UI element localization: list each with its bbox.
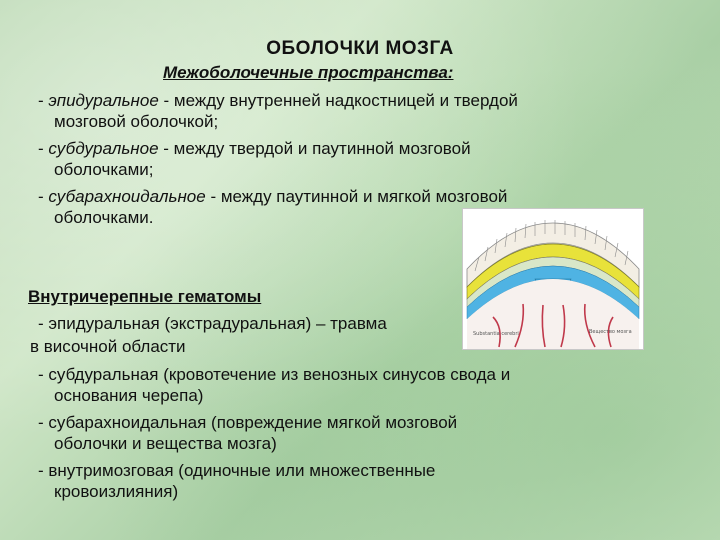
hematoma-line: в височной области xyxy=(30,337,186,356)
meninges-illustration xyxy=(462,208,644,350)
space-item-subarachnoid-cont: оболочками. xyxy=(54,208,154,227)
hematoma-line: - эпидуральная (экстрадуральная) – травма xyxy=(38,314,387,333)
hematoma-line: оболочки и вещества мозга) xyxy=(54,434,277,453)
subtitle: Межоболочечные пространства: xyxy=(163,63,454,82)
slide-title: ОБОЛОЧКИ МОЗГА xyxy=(266,38,454,59)
hematoma-line: кровоизлияния) xyxy=(54,482,179,501)
figure-label-left: Substantia cerebri xyxy=(473,331,519,337)
term-epidural: эпидуральное xyxy=(48,91,159,110)
term-subdural: субдуральное xyxy=(48,139,159,158)
space-item-subdural xyxy=(38,138,638,159)
dash: - xyxy=(38,139,49,158)
space-description: - между твердой и паутинной мозговой xyxy=(158,139,471,158)
hematomas-heading: Внутричерепные гематомы xyxy=(28,287,262,306)
dash: - xyxy=(38,187,49,206)
space-item-subarachnoid xyxy=(38,186,638,207)
hematoma-line: - субдуральная (кровотечение из венозных синусов свода и xyxy=(38,365,511,384)
space-description: - между паутинной и мягкой мозговой xyxy=(205,187,508,206)
dash: - xyxy=(38,91,49,110)
meninges-diagram xyxy=(463,209,643,349)
space-description: - между внутренней надкостницей и твердой xyxy=(158,91,518,110)
figure-label-right: Вещество мозга xyxy=(589,329,632,335)
space-item-epidural-cont: мозговой оболочкой; xyxy=(54,112,219,131)
space-item-epidural xyxy=(38,90,638,111)
hematoma-line: - внутримозговая (одиночные или множественные xyxy=(38,461,436,480)
hematoma-line: основания черепа) xyxy=(54,386,204,405)
space-item-subdural-cont: оболочками; xyxy=(54,160,154,179)
term-subarachnoid: субарахноидальное xyxy=(48,187,206,206)
hematoma-line: - субарахноидальная (повреждение мягкой мозговой xyxy=(38,413,458,432)
